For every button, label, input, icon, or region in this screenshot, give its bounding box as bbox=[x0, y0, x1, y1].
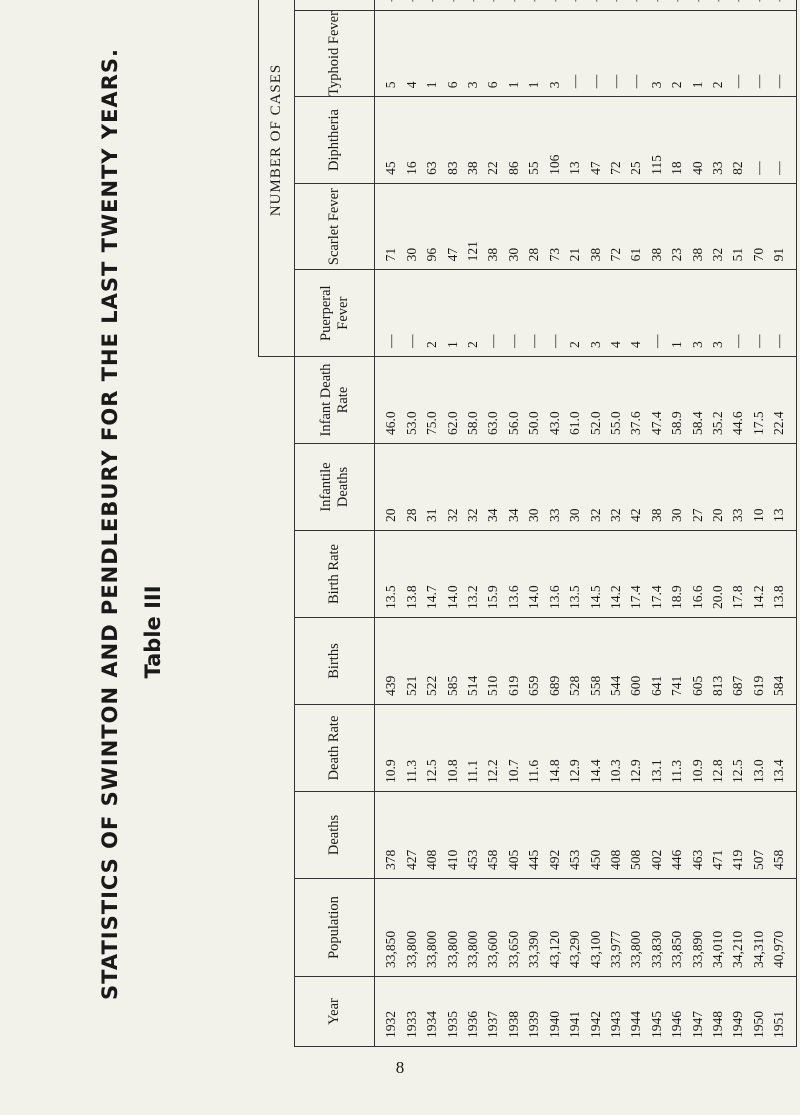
cell-population: 33,800 bbox=[628, 930, 644, 968]
cell-year: 1934 bbox=[424, 1011, 440, 1038]
cell-infantile-deaths: 30 bbox=[526, 508, 542, 522]
cell-year: 1935 bbox=[444, 1011, 460, 1038]
cell-typhoid-fever: 1 bbox=[505, 81, 521, 89]
cell-deaths: 453 bbox=[567, 849, 583, 870]
cell-scarlet-fever: 32 bbox=[709, 247, 725, 262]
header-year: Year bbox=[295, 977, 375, 1047]
cell-births: 600 bbox=[628, 675, 644, 696]
cell-infant-death-rate: 46.0 bbox=[383, 411, 399, 435]
cell-births: 510 bbox=[485, 675, 501, 696]
cell-scarlet-fever: 30 bbox=[505, 247, 521, 262]
cell-scarlet-fever: 51 bbox=[730, 247, 746, 262]
cell-death-rate: 12.9 bbox=[567, 759, 583, 783]
cell-puerperal-fever: 2 bbox=[424, 341, 440, 348]
cell-infant-death-rate: 53.0 bbox=[403, 411, 419, 435]
cell-birth-rate: 16.6 bbox=[689, 585, 705, 609]
cell-deaths: 408 bbox=[607, 849, 623, 870]
group-header-number-of-cases: NUMBER OF CASES bbox=[259, 0, 295, 357]
cell-diphtheria: 106 bbox=[546, 154, 562, 175]
cell-scarlet-fever: 47 bbox=[444, 247, 460, 262]
cell-births: 584 bbox=[771, 675, 787, 696]
cell-scarlet-fever: 121 bbox=[465, 241, 481, 262]
header-diphtheria: Diphtheria bbox=[295, 97, 375, 184]
cell-year: 1949 bbox=[730, 1011, 746, 1038]
cell-infant-death-rate: 35.2 bbox=[709, 411, 725, 435]
cell-typhoid-fever: — bbox=[607, 74, 623, 89]
cell-small-pox bbox=[483, 0, 503, 2]
cell-small-pox bbox=[545, 0, 565, 2]
cell-year: 1947 bbox=[689, 1011, 705, 1038]
cell-year: 1948 bbox=[709, 1011, 725, 1038]
cell-birth-rate: 13.6 bbox=[546, 585, 562, 609]
cell-death-rate: 11.6 bbox=[526, 759, 542, 783]
table-label: Table III bbox=[141, 585, 165, 679]
cell-death-rate: 14.8 bbox=[546, 759, 562, 783]
cell-birth-rate: 17.8 bbox=[730, 585, 746, 609]
cell-death-rate: 11.3 bbox=[669, 759, 685, 783]
cell-population: 40,970 bbox=[771, 930, 787, 968]
cell-population: 33,390 bbox=[526, 930, 542, 968]
cell-death-rate: 13.4 bbox=[771, 759, 787, 783]
cell-death-rate: 13.1 bbox=[648, 759, 664, 783]
cell-typhoid-fever: 3 bbox=[648, 81, 664, 89]
cell-scarlet-fever: 38 bbox=[485, 247, 501, 262]
header-births: Births bbox=[295, 618, 375, 705]
cell-infant-death-rate: 22.4 bbox=[771, 411, 787, 435]
cell-population: 33,850 bbox=[383, 930, 399, 968]
cell-infantile-deaths: 20 bbox=[709, 508, 725, 522]
cell-small-pox bbox=[708, 0, 728, 2]
cell-typhoid-fever: 1 bbox=[526, 81, 542, 89]
cell-small-pox bbox=[524, 0, 544, 2]
cell-infant-death-rate: 50.0 bbox=[526, 411, 542, 435]
cell-small-pox bbox=[463, 0, 483, 2]
cell-year: 1945 bbox=[648, 1011, 664, 1038]
cell-small-pox bbox=[647, 0, 667, 2]
cell-infantile-deaths: 30 bbox=[567, 508, 583, 522]
column-puerperal-fever bbox=[375, 270, 797, 357]
cell-births: 619 bbox=[505, 675, 521, 696]
cell-typhoid-fever: 6 bbox=[485, 81, 501, 89]
cell-typhoid-fever: 3 bbox=[546, 81, 562, 89]
cell-infantile-deaths: 13 bbox=[771, 508, 787, 522]
header-typhoid-fever: Typhoid Fever bbox=[295, 10, 375, 97]
cell-small-pox bbox=[381, 0, 401, 2]
cell-diphtheria: — bbox=[750, 161, 766, 175]
cell-diphtheria: — bbox=[771, 161, 787, 175]
cell-deaths: 458 bbox=[485, 849, 501, 870]
cell-typhoid-fever: 2 bbox=[709, 81, 725, 89]
cell-scarlet-fever: 70 bbox=[750, 247, 766, 262]
cell-birth-rate: 14.2 bbox=[750, 585, 766, 609]
cell-births: 514 bbox=[465, 675, 481, 696]
cell-puerperal-fever: — bbox=[403, 334, 419, 348]
cell-deaths: 471 bbox=[709, 849, 725, 870]
cell-diphtheria: 40 bbox=[689, 161, 705, 175]
cell-infantile-deaths: 30 bbox=[669, 508, 685, 522]
cell-deaths: 492 bbox=[546, 849, 562, 870]
cell-deaths: 445 bbox=[526, 849, 542, 870]
cell-year: 1950 bbox=[750, 1011, 766, 1038]
cell-typhoid-fever: — bbox=[587, 74, 603, 89]
column-death-rate bbox=[375, 705, 797, 792]
cell-typhoid-fever: — bbox=[730, 74, 746, 89]
cell-population: 34,010 bbox=[709, 930, 725, 968]
cell-small-pox bbox=[769, 0, 789, 2]
cell-puerperal-fever: — bbox=[526, 334, 542, 348]
cell-puerperal-fever: 3 bbox=[709, 341, 725, 348]
cell-births: 641 bbox=[648, 675, 664, 696]
cell-scarlet-fever: 73 bbox=[546, 247, 562, 262]
column-diphtheria bbox=[375, 97, 797, 184]
cell-scarlet-fever: 71 bbox=[383, 247, 399, 262]
cell-birth-rate: 20.0 bbox=[709, 585, 725, 609]
cell-infantile-deaths: 27 bbox=[689, 508, 705, 522]
header-infantile-deaths: Infantile Deaths bbox=[295, 444, 375, 531]
cell-small-pox bbox=[606, 0, 626, 2]
cell-diphtheria: 18 bbox=[669, 161, 685, 175]
cell-death-rate: 10.9 bbox=[689, 759, 705, 783]
cell-infant-death-rate: 55.0 bbox=[607, 411, 623, 435]
cell-year: 1932 bbox=[383, 1011, 399, 1038]
cell-small-pox bbox=[626, 0, 646, 2]
column-small-pox bbox=[375, 0, 797, 10]
cell-small-pox bbox=[728, 0, 748, 2]
cell-death-rate: 11.1 bbox=[465, 759, 481, 783]
cell-infantile-deaths: 38 bbox=[648, 508, 664, 522]
header-scarlet-fever: Scarlet Fever bbox=[295, 183, 375, 270]
cell-puerperal-fever: 4 bbox=[628, 341, 644, 348]
cell-death-rate: 10.7 bbox=[505, 759, 521, 783]
cell-puerperal-fever: 2 bbox=[567, 341, 583, 348]
cell-small-pox bbox=[443, 0, 463, 2]
cell-puerperal-fever: — bbox=[383, 334, 399, 348]
cell-typhoid-fever: 1 bbox=[424, 81, 440, 89]
cell-infant-death-rate: 75.0 bbox=[424, 411, 440, 435]
cell-diphtheria: 82 bbox=[730, 161, 746, 175]
cell-small-pox bbox=[667, 0, 687, 2]
cell-puerperal-fever: 2 bbox=[465, 341, 481, 348]
cell-births: 813 bbox=[709, 675, 725, 696]
cell-infant-death-rate: 17.5 bbox=[750, 411, 766, 435]
cell-infant-death-rate: 58.4 bbox=[689, 411, 705, 435]
cell-population: 43,120 bbox=[546, 930, 562, 968]
cell-deaths: 408 bbox=[424, 849, 440, 870]
cell-births: 558 bbox=[587, 675, 603, 696]
cell-birth-rate: 13.6 bbox=[505, 585, 521, 609]
cell-diphtheria: 47 bbox=[587, 161, 603, 175]
cell-small-pox bbox=[422, 0, 442, 2]
cell-deaths: 453 bbox=[465, 849, 481, 870]
cell-births: 528 bbox=[567, 675, 583, 696]
cell-small-pox bbox=[504, 0, 524, 2]
cell-diphtheria: 63 bbox=[424, 161, 440, 175]
cell-diphtheria: 55 bbox=[526, 161, 542, 175]
header-puerperal-fever: Puerperal Fever bbox=[295, 270, 375, 357]
cell-population: 43,290 bbox=[567, 930, 583, 968]
cell-puerperal-fever: — bbox=[505, 334, 521, 348]
cell-births: 522 bbox=[424, 675, 440, 696]
cell-births: 659 bbox=[526, 675, 542, 696]
cell-births: 689 bbox=[546, 675, 562, 696]
cell-year: 1946 bbox=[669, 1011, 685, 1038]
cell-births: 741 bbox=[669, 675, 685, 696]
cell-birth-rate: 14.5 bbox=[587, 585, 603, 609]
cell-year: 1936 bbox=[465, 1011, 481, 1038]
column-infantile-deaths bbox=[375, 444, 797, 531]
cell-puerperal-fever: 1 bbox=[669, 341, 685, 348]
cell-scarlet-fever: 61 bbox=[628, 247, 644, 262]
cell-deaths: 410 bbox=[444, 849, 460, 870]
cell-scarlet-fever: 28 bbox=[526, 247, 542, 262]
cell-population: 33,830 bbox=[648, 930, 664, 968]
cell-typhoid-fever: 1 bbox=[689, 81, 705, 89]
cell-population: 33,650 bbox=[505, 930, 521, 968]
cell-typhoid-fever: 3 bbox=[465, 81, 481, 89]
cell-infant-death-rate: 58.9 bbox=[669, 411, 685, 435]
cell-deaths: 458 bbox=[771, 849, 787, 870]
cell-infantile-deaths: 34 bbox=[505, 508, 521, 522]
cell-births: 521 bbox=[403, 675, 419, 696]
cell-infantile-deaths: 32 bbox=[587, 508, 603, 522]
cell-population: 34,210 bbox=[730, 930, 746, 968]
cell-infant-death-rate: 61.0 bbox=[567, 411, 583, 435]
page-number: 8 bbox=[395, 1058, 405, 1077]
cell-small-pox bbox=[565, 0, 585, 2]
cell-infant-death-rate: 63.0 bbox=[485, 411, 501, 435]
cell-deaths: 427 bbox=[403, 849, 419, 870]
cell-birth-rate: 17.4 bbox=[628, 585, 644, 609]
statistics-table-container bbox=[258, 11, 796, 1047]
cell-births: 585 bbox=[444, 675, 460, 696]
cell-birth-rate: 14.7 bbox=[424, 585, 440, 609]
cell-infantile-deaths: 32 bbox=[465, 508, 481, 522]
cell-year: 1941 bbox=[567, 1011, 583, 1038]
cell-birth-rate: 13.5 bbox=[567, 585, 583, 609]
cell-birth-rate: 13.8 bbox=[771, 585, 787, 609]
cell-death-rate: 14.4 bbox=[587, 759, 603, 783]
cell-puerperal-fever: — bbox=[648, 334, 664, 348]
group-header-row bbox=[259, 0, 295, 1047]
cell-puerperal-fever: 3 bbox=[587, 341, 603, 348]
cell-infant-death-rate: 58.0 bbox=[465, 411, 481, 435]
cell-population: 33,890 bbox=[689, 930, 705, 968]
cell-scarlet-fever: 38 bbox=[587, 247, 603, 262]
cell-puerperal-fever: — bbox=[485, 334, 501, 348]
cell-birth-rate: 18.9 bbox=[669, 585, 685, 609]
cell-births: 687 bbox=[730, 675, 746, 696]
cell-death-rate: 13.0 bbox=[750, 759, 766, 783]
header-birth-rate: Birth Rate bbox=[295, 531, 375, 618]
cell-birth-rate: 14.0 bbox=[444, 585, 460, 609]
cell-scarlet-fever: 30 bbox=[403, 247, 419, 262]
cell-infant-death-rate: 47.4 bbox=[648, 411, 664, 435]
cell-death-rate: 12.5 bbox=[730, 759, 746, 783]
cell-puerperal-fever: — bbox=[546, 334, 562, 348]
cell-typhoid-fever: — bbox=[771, 74, 787, 89]
cell-population: 33,977 bbox=[607, 930, 623, 968]
cell-infantile-deaths: 20 bbox=[383, 508, 399, 522]
cell-diphtheria: 33 bbox=[709, 161, 725, 175]
cell-typhoid-fever: 4 bbox=[403, 81, 419, 89]
cell-typhoid-fever: 2 bbox=[669, 81, 685, 89]
cell-deaths: 402 bbox=[648, 849, 664, 870]
cell-year: 1937 bbox=[485, 1011, 501, 1038]
cell-birth-rate: 13.5 bbox=[383, 585, 399, 609]
cell-scarlet-fever: 23 bbox=[669, 247, 685, 262]
header-deaths: Deaths bbox=[295, 792, 375, 879]
cell-year: 1951 bbox=[771, 1011, 787, 1038]
column-header-row bbox=[295, 0, 375, 1047]
cell-death-rate: 11.3 bbox=[403, 759, 419, 783]
cell-deaths: 446 bbox=[669, 849, 685, 870]
cell-diphtheria: 45 bbox=[383, 161, 399, 175]
cell-population: 33,850 bbox=[669, 930, 685, 968]
cell-year: 1944 bbox=[628, 1011, 644, 1038]
cell-diphtheria: 72 bbox=[607, 161, 623, 175]
cell-population: 33,800 bbox=[465, 930, 481, 968]
column-deaths bbox=[375, 792, 797, 879]
cell-puerperal-fever: — bbox=[771, 334, 787, 348]
cell-birth-rate: 14.2 bbox=[607, 585, 623, 609]
column-population bbox=[375, 879, 797, 977]
cell-typhoid-fever: — bbox=[567, 74, 583, 89]
cell-infant-death-rate: 43.0 bbox=[546, 411, 562, 435]
cell-scarlet-fever: 72 bbox=[607, 247, 623, 262]
cell-scarlet-fever: 96 bbox=[424, 247, 440, 262]
cell-population: 33,600 bbox=[485, 930, 501, 968]
cell-death-rate: 12.2 bbox=[485, 759, 501, 783]
cell-infantile-deaths: 32 bbox=[444, 508, 460, 522]
cell-deaths: 378 bbox=[383, 849, 399, 870]
cell-deaths: 419 bbox=[730, 849, 746, 870]
cell-infantile-deaths: 31 bbox=[424, 508, 440, 522]
cell-year: 1940 bbox=[546, 1011, 562, 1038]
cell-births: 439 bbox=[383, 675, 399, 696]
cell-scarlet-fever: 21 bbox=[567, 247, 583, 262]
cell-small-pox bbox=[586, 0, 606, 2]
column-infant-death-rate bbox=[375, 357, 797, 444]
cell-births: 605 bbox=[689, 675, 705, 696]
cell-small-pox bbox=[402, 0, 422, 2]
cell-puerperal-fever: 4 bbox=[607, 341, 623, 348]
cell-death-rate: 10.3 bbox=[607, 759, 623, 783]
cell-year: 1939 bbox=[526, 1011, 542, 1038]
cell-population: 33,800 bbox=[444, 930, 460, 968]
cell-typhoid-fever: — bbox=[628, 74, 644, 89]
cell-diphtheria: 22 bbox=[485, 161, 501, 175]
cell-birth-rate: 17.4 bbox=[648, 585, 664, 609]
cell-scarlet-fever: 38 bbox=[648, 247, 664, 262]
column-typhoid-fever bbox=[375, 10, 797, 97]
cell-birth-rate: 13.8 bbox=[403, 585, 419, 609]
cell-scarlet-fever: 91 bbox=[771, 247, 787, 262]
cell-year: 1938 bbox=[505, 1011, 521, 1038]
column-scarlet-fever bbox=[375, 183, 797, 270]
column-birth-rate bbox=[375, 531, 797, 618]
column-births bbox=[375, 618, 797, 705]
cell-typhoid-fever: 5 bbox=[383, 81, 399, 89]
cell-typhoid-fever: — bbox=[750, 74, 766, 89]
cell-infantile-deaths: 32 bbox=[607, 508, 623, 522]
cell-puerperal-fever: — bbox=[730, 334, 746, 348]
cell-death-rate: 12.5 bbox=[424, 759, 440, 783]
cell-births: 619 bbox=[750, 675, 766, 696]
cell-diphtheria: 115 bbox=[648, 155, 664, 175]
cell-small-pox bbox=[688, 0, 708, 2]
column-year bbox=[375, 977, 797, 1047]
cell-births: 544 bbox=[607, 675, 623, 696]
cell-scarlet-fever: 38 bbox=[689, 247, 705, 262]
cell-small-pox bbox=[749, 0, 769, 2]
data-row bbox=[375, 0, 797, 1047]
cell-puerperal-fever: 1 bbox=[444, 341, 460, 348]
cell-infant-death-rate: 44.6 bbox=[730, 411, 746, 435]
cell-year: 1942 bbox=[587, 1011, 603, 1038]
cell-birth-rate: 13.2 bbox=[465, 585, 481, 609]
cell-diphtheria: 16 bbox=[403, 161, 419, 175]
cell-typhoid-fever: 6 bbox=[444, 81, 460, 89]
cell-diphtheria: 38 bbox=[465, 161, 481, 175]
cell-population: 43,100 bbox=[587, 930, 603, 968]
cell-deaths: 463 bbox=[689, 849, 705, 870]
cell-infant-death-rate: 52.0 bbox=[587, 411, 603, 435]
header-small-pox bbox=[295, 0, 375, 10]
header-death-rate: Death Rate bbox=[295, 705, 375, 792]
cell-infant-death-rate: 37.6 bbox=[628, 411, 644, 435]
cell-infantile-deaths: 33 bbox=[730, 508, 746, 522]
cell-infant-death-rate: 56.0 bbox=[505, 411, 521, 435]
cell-deaths: 405 bbox=[505, 849, 521, 870]
cell-infantile-deaths: 28 bbox=[403, 508, 419, 522]
statistics-table bbox=[258, 0, 797, 1047]
cell-infant-death-rate: 62.0 bbox=[444, 411, 460, 435]
cell-population: 33,800 bbox=[424, 930, 440, 968]
cell-infantile-deaths: 33 bbox=[546, 508, 562, 522]
cell-death-rate: 10.8 bbox=[444, 759, 460, 783]
cell-diphtheria: 13 bbox=[567, 161, 583, 175]
cell-year: 1943 bbox=[607, 1011, 623, 1038]
cell-diphtheria: 25 bbox=[628, 161, 644, 175]
cell-infantile-deaths: 34 bbox=[485, 508, 501, 522]
cell-diphtheria: 83 bbox=[444, 161, 460, 175]
cell-deaths: 507 bbox=[750, 849, 766, 870]
cell-death-rate: 12.9 bbox=[628, 759, 644, 783]
cell-puerperal-fever: 3 bbox=[689, 341, 705, 348]
cell-population: 34,310 bbox=[750, 930, 766, 968]
cell-population: 33,800 bbox=[403, 930, 419, 968]
header-infant-death-rate: Infant Death Rate bbox=[295, 357, 375, 444]
cell-birth-rate: 14.0 bbox=[526, 585, 542, 609]
cell-birth-rate: 15.9 bbox=[485, 585, 501, 609]
cell-deaths: 450 bbox=[587, 849, 603, 870]
cell-infantile-deaths: 10 bbox=[750, 508, 766, 522]
cell-death-rate: 12.8 bbox=[709, 759, 725, 783]
cell-year: 1933 bbox=[403, 1011, 419, 1038]
cell-infantile-deaths: 42 bbox=[628, 508, 644, 522]
cell-deaths: 508 bbox=[628, 849, 644, 870]
cell-death-rate: 10.9 bbox=[383, 759, 399, 783]
cell-diphtheria: 86 bbox=[505, 161, 521, 175]
page-title: STATISTICS OF SWINTON AND PENDLEBURY FOR THE LAST TWENTY YEARS. bbox=[98, 48, 122, 1000]
header-population: Population bbox=[295, 879, 375, 977]
cell-puerperal-fever: — bbox=[750, 334, 766, 348]
